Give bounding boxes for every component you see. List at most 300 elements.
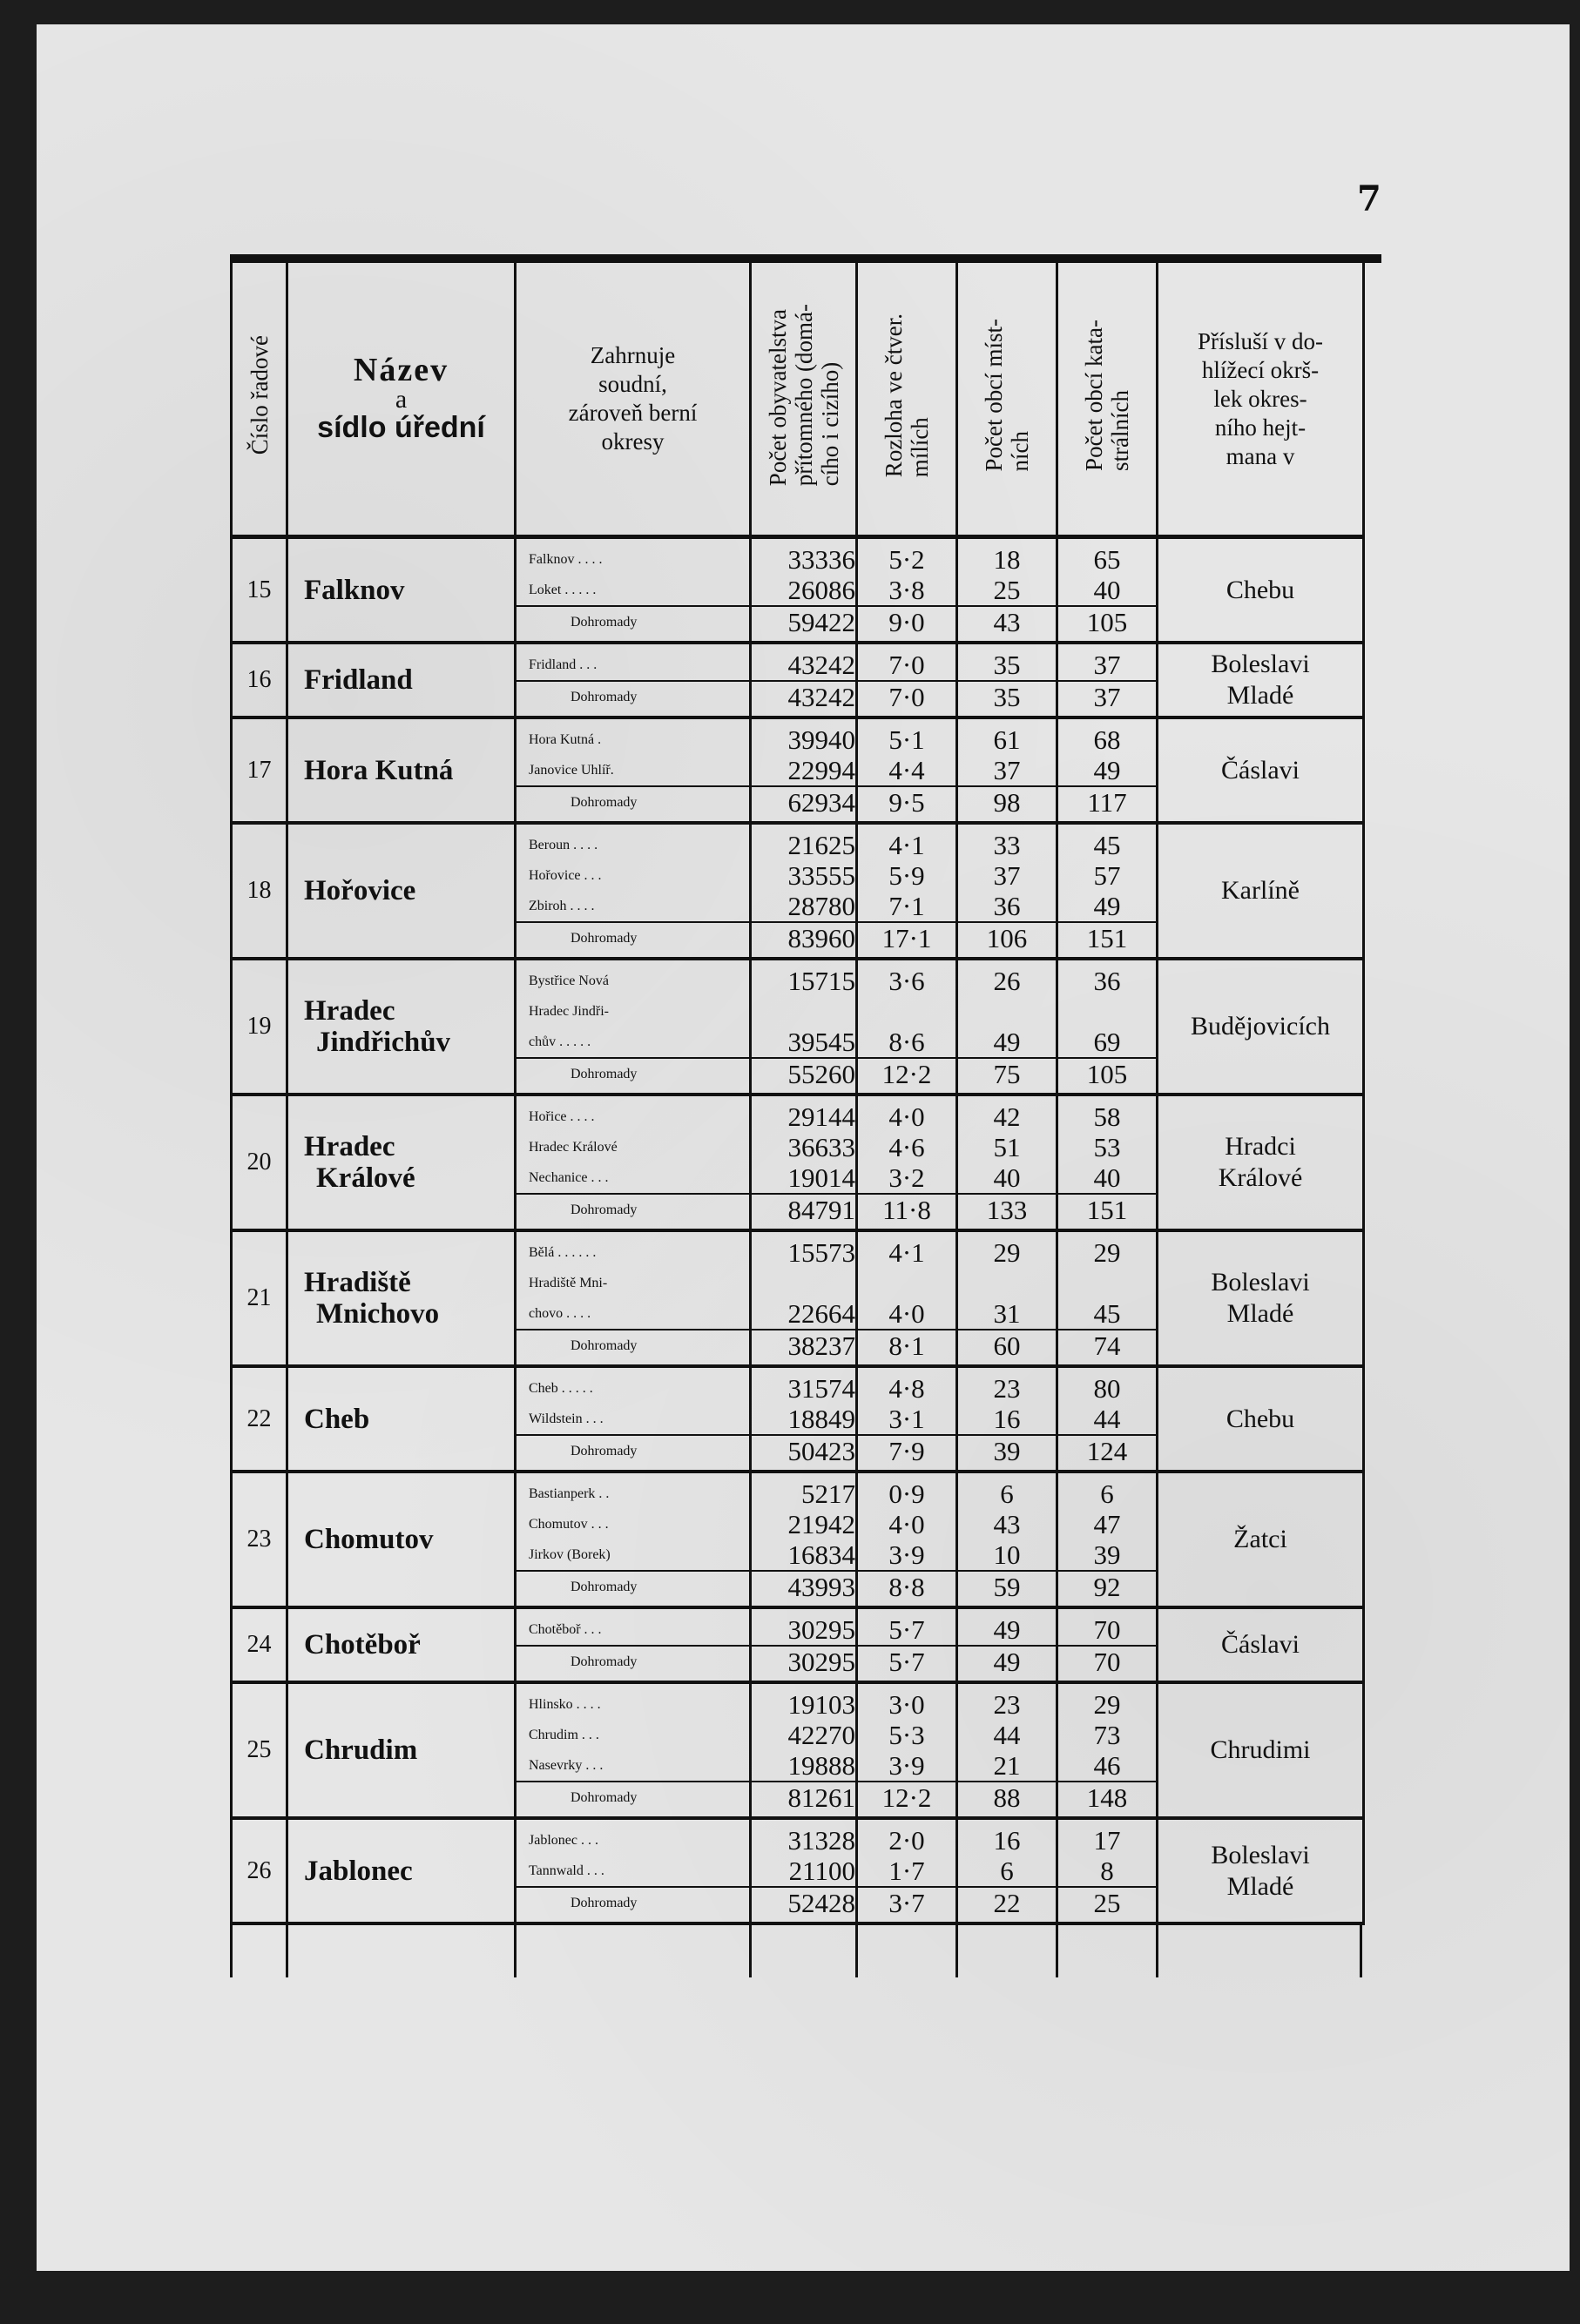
- included-district: Hora Kutná .: [529, 732, 602, 747]
- included-district: Fridland . . .: [529, 657, 598, 672]
- cadastral-municipalities-value: 45: [1093, 830, 1121, 860]
- cadastral-municipalities-value: 17: [1093, 1825, 1121, 1856]
- value-list: [858, 1609, 955, 1681]
- table-row: [232, 1095, 1364, 1230]
- population-total: 59422: [752, 605, 855, 637]
- population-value: 28780: [787, 891, 855, 921]
- local-municipalities-value: 42: [993, 1101, 1021, 1132]
- district-name-line: Jablonec: [304, 1855, 413, 1887]
- local-municipalities-value: 37: [993, 755, 1021, 785]
- district-name-line: Fridland: [304, 664, 413, 696]
- cadastral-municipalities-value: 29: [1093, 1237, 1121, 1268]
- table-row: [232, 1366, 1364, 1472]
- area-cell: [857, 1818, 957, 1923]
- cadastral-municipalities-total: 117: [1058, 785, 1156, 818]
- population-value: 19103: [787, 1689, 855, 1720]
- value-list: [958, 1096, 1056, 1229]
- table-row: [232, 1682, 1364, 1818]
- cadastral-municipalities-cell: [1057, 1818, 1158, 1923]
- header-area: Rozloha ve čtver. mílích: [857, 263, 957, 537]
- area-value: 3·0: [888, 1689, 925, 1720]
- cadastral-municipalities-cell: [1057, 1682, 1158, 1818]
- area-value: 3·6: [888, 966, 925, 996]
- local-municipalities-value: 18: [993, 544, 1021, 575]
- included-district: Cheb . . . . .: [529, 1381, 593, 1396]
- local-municipalities-value: 6: [1000, 1856, 1014, 1886]
- region-line: Čáslavi: [1221, 755, 1300, 785]
- population-cell: [751, 823, 857, 959]
- local-municipalities-total: 133: [958, 1193, 1056, 1225]
- cadastral-municipalities-value: 29: [1093, 1689, 1121, 1720]
- included-district: Hradec Králové: [529, 1140, 618, 1155]
- area-value: 1·7: [888, 1856, 925, 1886]
- included-district: Wildstein . . .: [529, 1411, 604, 1426]
- local-municipalities-value: 33: [993, 830, 1021, 860]
- cadastral-municipalities-value: 49: [1093, 891, 1121, 921]
- value-list: [752, 1609, 855, 1681]
- value-list: [752, 960, 855, 1093]
- included-district: Hořice . . . .: [529, 1109, 595, 1124]
- total-label: Dohromady: [517, 1886, 749, 1918]
- region-line: Boleslavi: [1211, 1268, 1310, 1297]
- value-list: [958, 825, 1056, 957]
- area-cell: [857, 1230, 957, 1366]
- local-municipalities-total: 39: [958, 1434, 1056, 1466]
- population-total: 81261: [752, 1781, 855, 1813]
- population-value: 31574: [787, 1373, 855, 1404]
- local-municipalities-value: 23: [993, 1689, 1021, 1720]
- region-line: Chrudimi: [1210, 1735, 1311, 1764]
- area-cell: [857, 959, 957, 1095]
- value-list: [752, 1232, 855, 1364]
- district-name: [287, 1607, 516, 1682]
- total-label: Dohromady: [517, 1057, 749, 1089]
- population-value: 22994: [787, 755, 855, 785]
- cadastral-municipalities-value: 8: [1100, 1856, 1114, 1886]
- included-district: chovo . . . .: [529, 1306, 591, 1321]
- total-label: Dohromady: [517, 1329, 749, 1361]
- area-cell: [857, 1607, 957, 1682]
- local-municipalities-total: 35: [958, 680, 1056, 712]
- value-list: [958, 1473, 1056, 1606]
- population-value: 39545: [787, 1027, 855, 1057]
- population-value: 36633: [787, 1132, 855, 1162]
- row-number: 20: [232, 1095, 287, 1230]
- supervising-region: [1158, 643, 1364, 717]
- population-value: 21625: [787, 830, 855, 860]
- value-list: [752, 719, 855, 821]
- included-district: Hradiště Mni-: [529, 1276, 608, 1290]
- value-list: [958, 1820, 1056, 1922]
- row-number: 16: [232, 643, 287, 717]
- population-cell: [751, 1366, 857, 1472]
- header-number: Číslo řadové: [232, 263, 287, 537]
- area-value: [858, 1268, 955, 1298]
- population-value: 42270: [787, 1720, 855, 1750]
- local-municipalities-total: 43: [958, 605, 1056, 637]
- value-list: [752, 1684, 855, 1816]
- local-municipalities-value: 25: [993, 575, 1021, 605]
- included-districts: [516, 823, 751, 959]
- district-name-line: Jindřichův: [316, 1027, 451, 1058]
- cadastral-municipalities-value: 68: [1093, 724, 1121, 755]
- cadastral-municipalities-cell: [1057, 1366, 1158, 1472]
- local-municipalities-value: 29: [993, 1237, 1021, 1268]
- total-label: Dohromady: [517, 921, 749, 953]
- supervising-region: [1158, 959, 1364, 1095]
- supervising-region: [1158, 1366, 1364, 1472]
- population-total: 52428: [752, 1886, 855, 1918]
- table-row: [232, 959, 1364, 1095]
- row-number: 23: [232, 1472, 287, 1607]
- local-municipalities-cell: [957, 1230, 1057, 1366]
- population-value: 31328: [787, 1825, 855, 1856]
- row-number: 21: [232, 1230, 287, 1366]
- row-number: 19: [232, 959, 287, 1095]
- local-municipalities-total: 106: [958, 921, 1056, 953]
- area-total: 7·9: [858, 1434, 955, 1466]
- district-name-line: Hradec: [304, 995, 395, 1027]
- cadastral-municipalities-value: 45: [1093, 1298, 1121, 1329]
- value-list: [858, 539, 955, 641]
- population-value: 18849: [787, 1404, 855, 1434]
- region-line: Mladé: [1226, 681, 1294, 710]
- value-list: [858, 1232, 955, 1364]
- cadastral-municipalities-value: 39: [1093, 1539, 1121, 1570]
- region-line: Boleslavi: [1211, 1840, 1310, 1869]
- included-district: Chotěboř . . .: [529, 1622, 602, 1637]
- included-district: Nasevrky . . .: [529, 1758, 604, 1773]
- bottom-rules: [230, 1925, 1362, 1977]
- value-list: [1058, 719, 1156, 821]
- included-district: Zbiroh . . . .: [529, 899, 595, 913]
- supervising-region: [1158, 1818, 1364, 1923]
- population-cell: [751, 1472, 857, 1607]
- area-cell: [857, 537, 957, 643]
- value-list: [958, 644, 1056, 716]
- area-total: 17·1: [858, 921, 955, 953]
- area-total: 5·7: [858, 1645, 955, 1677]
- value-list: [958, 1232, 1056, 1364]
- local-municipalities-cell: [957, 1472, 1057, 1607]
- included-district: Tannwald . . .: [529, 1863, 604, 1878]
- area-total: 12·2: [858, 1781, 955, 1813]
- area-value: 5·3: [888, 1720, 925, 1750]
- local-municipalities-total: 59: [958, 1570, 1056, 1602]
- population-total: 30295: [752, 1645, 855, 1677]
- population-value: 15573: [787, 1237, 855, 1268]
- region-line: Žatci: [1233, 1525, 1287, 1553]
- population-value: 33336: [787, 544, 855, 575]
- value-list: [1058, 960, 1156, 1093]
- district-name: [287, 1472, 516, 1607]
- supervising-region: [1158, 823, 1364, 959]
- included-list: [517, 1368, 749, 1470]
- local-municipalities-value: 16: [993, 1404, 1021, 1434]
- cadastral-municipalities-value: 70: [1093, 1614, 1121, 1645]
- value-list: [958, 1368, 1056, 1470]
- cadastral-municipalities-total: 74: [1058, 1329, 1156, 1361]
- value-list: [1058, 1473, 1156, 1606]
- total-label: Dohromady: [517, 1193, 749, 1225]
- region-line: Karlíně: [1221, 876, 1300, 905]
- local-municipalities-total: 98: [958, 785, 1056, 818]
- local-municipalities-value: 16: [993, 1825, 1021, 1856]
- value-list: [858, 1473, 955, 1606]
- local-municipalities-cell: [957, 959, 1057, 1095]
- table-row: [232, 1472, 1364, 1607]
- value-list: [752, 644, 855, 716]
- local-municipalities-value: 49: [993, 1614, 1021, 1645]
- cadastral-municipalities-value: 53: [1093, 1132, 1121, 1162]
- population-value: 21942: [787, 1509, 855, 1539]
- area-total: 8·8: [858, 1570, 955, 1602]
- local-municipalities-total: 60: [958, 1329, 1056, 1361]
- population-value: [752, 996, 855, 1027]
- local-municipalities-value: 40: [993, 1162, 1021, 1193]
- area-value: 3·1: [888, 1404, 925, 1434]
- area-value: 5·7: [888, 1614, 925, 1645]
- area-total: 9·0: [858, 605, 955, 637]
- area-value: 3·8: [888, 575, 925, 605]
- population-value: 43242: [787, 650, 855, 680]
- area-value: 4·0: [888, 1509, 925, 1539]
- header-includes: Zahrnuje soudní, zároveň berní okresy: [516, 263, 751, 537]
- local-municipalities-total: 22: [958, 1886, 1056, 1918]
- table-body: [232, 537, 1364, 1924]
- area-value: 2·0: [888, 1825, 925, 1856]
- value-list: [1058, 1820, 1156, 1922]
- cadastral-municipalities-value: 44: [1093, 1404, 1121, 1434]
- cadastral-municipalities-total: 92: [1058, 1570, 1156, 1602]
- population-value: 19014: [787, 1162, 855, 1193]
- cadastral-municipalities-value: 46: [1093, 1750, 1121, 1781]
- area-value: 4·0: [888, 1298, 925, 1329]
- district-name: [287, 1095, 516, 1230]
- row-number: 26: [232, 1818, 287, 1923]
- cadastral-municipalities-value: 37: [1093, 650, 1121, 680]
- local-municipalities-value: 10: [993, 1539, 1021, 1570]
- local-municipalities-value: 51: [993, 1132, 1021, 1162]
- area-cell: [857, 717, 957, 823]
- district-name-line: Králové: [316, 1162, 415, 1194]
- cadastral-municipalities-value: 49: [1093, 755, 1121, 785]
- region-line: Chebu: [1226, 575, 1295, 604]
- included-district: Hořovice . . .: [529, 868, 602, 883]
- region-line: Mladé: [1226, 1871, 1294, 1901]
- cadastral-municipalities-value: 6: [1100, 1479, 1114, 1509]
- cadastral-municipalities-cell: [1057, 959, 1158, 1095]
- population-value: [752, 1268, 855, 1298]
- included-districts: [516, 643, 751, 717]
- population-value: 16834: [787, 1539, 855, 1570]
- row-number: 25: [232, 1682, 287, 1818]
- header-name: Název a sídlo úřední: [287, 263, 516, 537]
- header-local-municipalities: Počet obcí míst- ních: [957, 263, 1057, 537]
- local-municipalities-value: 61: [993, 724, 1021, 755]
- supervising-region: [1158, 717, 1364, 823]
- included-list: [517, 1096, 749, 1229]
- district-name-line: Chrudim: [304, 1735, 418, 1766]
- region-line: Hradci: [1225, 1132, 1296, 1161]
- area-total: 12·2: [858, 1057, 955, 1089]
- included-district: Beroun . . . .: [529, 838, 598, 852]
- population-value: 21100: [788, 1856, 855, 1886]
- population-cell: [751, 643, 857, 717]
- row-number: 22: [232, 1366, 287, 1472]
- cadastral-municipalities-value: 47: [1093, 1509, 1121, 1539]
- district-name: [287, 1682, 516, 1818]
- area-value: 4·1: [888, 830, 925, 860]
- local-municipalities-total: 88: [958, 1781, 1056, 1813]
- area-value: 5·2: [888, 544, 925, 575]
- local-municipalities-value: 26: [993, 966, 1021, 996]
- included-districts: [516, 1607, 751, 1682]
- population-value: 30295: [787, 1614, 855, 1645]
- table-row: [232, 643, 1364, 717]
- cadastral-municipalities-cell: [1057, 1095, 1158, 1230]
- cadastral-municipalities-cell: [1057, 643, 1158, 717]
- district-name-line: Hradiště: [304, 1267, 411, 1298]
- local-municipalities-value: 23: [993, 1373, 1021, 1404]
- supervising-region: [1158, 1230, 1364, 1366]
- district-name: [287, 1366, 516, 1472]
- population-cell: [751, 717, 857, 823]
- cadastral-municipalities-total: 105: [1058, 605, 1156, 637]
- included-district: Jablonec . . .: [529, 1833, 598, 1848]
- value-list: [752, 1096, 855, 1229]
- included-district: Chrudim . . .: [529, 1728, 599, 1742]
- value-list: [1058, 1368, 1156, 1470]
- local-municipalities-cell: [957, 643, 1057, 717]
- area-value: 5·9: [888, 860, 925, 891]
- value-list: [858, 1684, 955, 1816]
- included-list: [517, 1684, 749, 1816]
- region-line: Boleslavi: [1211, 650, 1310, 678]
- area-cell: [857, 1682, 957, 1818]
- population-total: 84791: [752, 1193, 855, 1225]
- value-list: [1058, 1232, 1156, 1364]
- value-list: [858, 1820, 955, 1922]
- local-municipalities-value: 44: [993, 1720, 1021, 1750]
- cadastral-municipalities-cell: [1057, 537, 1158, 643]
- supervising-region: [1158, 537, 1364, 643]
- district-name: [287, 1230, 516, 1366]
- area-value: 7·0: [888, 650, 925, 680]
- table-row: [232, 537, 1364, 643]
- included-list: [517, 644, 749, 716]
- cadastral-municipalities-value: 80: [1093, 1373, 1121, 1404]
- total-label: Dohromady: [517, 1434, 749, 1466]
- included-districts: [516, 537, 751, 643]
- population-total: 43242: [752, 680, 855, 712]
- district-name-line: Chotěboř: [304, 1629, 421, 1660]
- cadastral-municipalities-total: 148: [1058, 1781, 1156, 1813]
- area-value: 3·2: [888, 1162, 925, 1193]
- district-name-line: Mnichovo: [316, 1298, 440, 1330]
- region-line: Králové: [1218, 1163, 1303, 1192]
- local-municipalities-cell: [957, 1095, 1057, 1230]
- area-total: 9·5: [858, 785, 955, 818]
- cadastral-municipalities-value: [1058, 1268, 1156, 1298]
- area-cell: [857, 1472, 957, 1607]
- district-name-line: Hořovice: [304, 875, 416, 906]
- area-total: 3·7: [858, 1886, 955, 1918]
- table-row: [232, 1230, 1364, 1366]
- value-list: [858, 825, 955, 957]
- population-cell: [751, 537, 857, 643]
- local-municipalities-cell: [957, 537, 1057, 643]
- total-label: Dohromady: [517, 1570, 749, 1602]
- included-list: [517, 1609, 749, 1681]
- total-label: Dohromady: [517, 1645, 749, 1677]
- local-municipalities-total: 49: [958, 1645, 1056, 1677]
- supervising-region: [1158, 1607, 1364, 1682]
- cadastral-municipalities-value: 36: [1093, 966, 1121, 996]
- value-list: [1058, 1609, 1156, 1681]
- cadastral-municipalities-value: 58: [1093, 1101, 1121, 1132]
- cadastral-municipalities-value: 65: [1093, 544, 1121, 575]
- value-list: [752, 1820, 855, 1922]
- value-list: [958, 1684, 1056, 1816]
- row-number: 18: [232, 823, 287, 959]
- value-list: [958, 719, 1056, 821]
- value-list: [1058, 644, 1156, 716]
- area-total: 8·1: [858, 1329, 955, 1361]
- local-municipalities-value: [958, 996, 1056, 1027]
- included-districts: [516, 1682, 751, 1818]
- header-population: Počet obyvatelstva přítomného (domá- cího i cizího): [751, 263, 857, 537]
- total-label: Dohromady: [517, 785, 749, 818]
- population-value: 39940: [787, 724, 855, 755]
- included-districts: [516, 717, 751, 823]
- local-municipalities-value: 43: [993, 1509, 1021, 1539]
- cadastral-municipalities-total: 151: [1058, 1193, 1156, 1225]
- local-municipalities-value: [958, 1268, 1056, 1298]
- total-label: Dohromady: [517, 605, 749, 637]
- area-cell: [857, 823, 957, 959]
- population-cell: [751, 1682, 857, 1818]
- population-value: 26086: [787, 575, 855, 605]
- population-total: 83960: [752, 921, 855, 953]
- included-district: Loket . . . . .: [529, 583, 597, 597]
- cadastral-municipalities-value: 57: [1093, 860, 1121, 891]
- local-municipalities-total: 75: [958, 1057, 1056, 1089]
- local-municipalities-value: 31: [993, 1298, 1021, 1329]
- row-number: 24: [232, 1607, 287, 1682]
- area-value: 4·8: [888, 1373, 925, 1404]
- population-value: 19888: [787, 1750, 855, 1781]
- value-list: [858, 1368, 955, 1470]
- included-district: Hradec Jindři-: [529, 1004, 609, 1019]
- population-total: 55260: [752, 1057, 855, 1089]
- header-region: Přísluší v do- hlížecí okrš- lek okres- ního hejt- mana v: [1158, 263, 1364, 537]
- statistics-table-wrap: [230, 254, 1381, 1977]
- population-value: 33555: [787, 860, 855, 891]
- area-value: 4·4: [888, 755, 925, 785]
- district-name: [287, 717, 516, 823]
- population-cell: [751, 1607, 857, 1682]
- statistics-table: [230, 263, 1365, 1925]
- supervising-region: [1158, 1682, 1364, 1818]
- included-district: Bystřice Nová: [529, 973, 609, 988]
- included-district: Chomutov . . .: [529, 1517, 609, 1532]
- population-value: 5217: [801, 1479, 855, 1509]
- population-cell: [751, 1095, 857, 1230]
- region-line: Čáslavi: [1221, 1630, 1300, 1659]
- value-list: [1058, 825, 1156, 957]
- area-value: [858, 996, 955, 1027]
